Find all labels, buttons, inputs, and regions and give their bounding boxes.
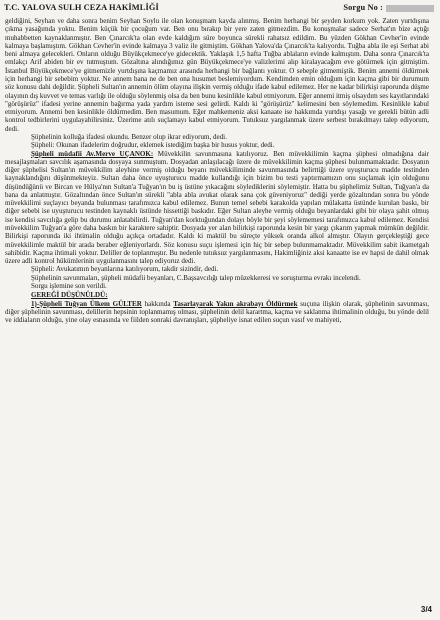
suspect-statement: geldiğini, Seyhan ve daha sonra benim Seyhan Soylu ile olan konuşmam kayda alınmış. Benim herhangi bir şeyden korkum yok. Zaten yurtdışına çıkma yasağımda yoktu. Benim küçük bir çocuğum var. Ben onu bırakıp bir yere zaten gitmezdim. Bu konuşmalar sadece Serhat'ın bize açtığı muhabbetten kaynaklanmıştır. Ben Çınarcık'ta olan evde kaldığım süre boyunca sürekli rahatsız edildim. Bu yüzden Gökhan Cevher'in evinde kalmaya başlamıştım. Gökhan Cevher'in evinde kalmaya 3 valiz ile gitmiştim. Gökhan Yalova'da Çınarcık'ta kalıyordu. Tuğba abla ile eşi Serhat abi beni almaya gelecekleri. Onların olduğu Büyükçekmece'ye gidecektik. Yaklaşık 1,5 hafta Tuğba ablaların evinde kalmıştım. Daha sonra Çınarcık'ta emlakçı Arif abiden bir ev tutmuştum. Gözaltına alındığımız gün Büyükçekmece'ye valizlerimi alıp kiralayacağım eve götürmek için gitmiştim. İstanbul Büyükçekmece'ye gitmemizle yurtdışına kaçmamız arasında herhangi bir bağlantı yoktur. O sebeple gitmemiştik. Benim annemi öldürmek için herhangi bir sebebim yoktur. Ne annem bana ne de ben ona husumet beslemiyordum. Kendimden emin olduğum için kaçma gibi bir durumum söz konusu dahi değildir. Şüpheli Sultan'ın annemin ölüm olayına ilişkin vermiş olduğu ifade kabul edilemez. Her ne kadar bilirkişi raporunda düşme olayının dış kuvvet ve temas varlığı ile olduğu söylenmiş olsa da ben bunu kesinlikle kabul etmiyorum. Eğer annemi itmiş olsaydım ses kayıtlarındaki "görüşürüz" ifadesi yerine annemin bağırma yada yardım isteme sesi gelirdi. Kaldı ki "görüşürüz" kelimesini ben söylemedim. Kesinlikle kabul etmiyorum. Annemi ben kesinlikle öldürmedim. Ben masumum. Eğer mahkemeniz aksi kanaate ise hakkımda yurtdışı yasağı ve gerekli bütün adli kontrol tedbirlerini uygulayabilirsiniz. Üzerime atılı suçlamayı kabul etmiyorum. Tutuksuz yargılanmak üzere serbest bırakılmayı talep ediyorum, dedi.	[5, 17, 429, 133]
decision-text: suçuna ilişkin olarak, şüphelinin savunması, diğer şüphelinin savunması, delillerin hepsinin toplanmamış olması, şüphelinin delil karartma, kaçma ve saklanma ihtimalinin olduğu, bu yönde delil ve iddiaların olduğu, yine olay esnasında ve fiilden sonraki davranışları, şüpheliye isnat edilen suçun vasıf ve mahiyeti,	[5, 299, 429, 325]
redacted-query-number	[386, 5, 434, 12]
query-label: Sorgu No :	[343, 3, 383, 12]
suspect-agreement: Şüpheli: Avukatımın beyanlarına katılıyorum, takdir sizindir, dedi.	[31, 265, 219, 274]
defense-statement	[5, 150, 429, 266]
document-body	[5, 17, 429, 324]
page-number: 3/4	[420, 605, 432, 614]
review-note: Şüphelinin savunmaları, şüpheli müdafii beyanları, C.Başsavcılığı talep müzekkeresi ve soruşturma evrakı incelendi.	[31, 273, 361, 282]
interrogation-end: Sorgu işlemine son verildi.	[31, 282, 107, 290]
document-header	[4, 3, 436, 17]
police-statement-note: Şüphelinin kolluğa ifadesi okundu. Benzer olup ikrar ediyorum, dedi.	[31, 132, 227, 141]
suspect-confirmation: Şüpheli: Okunan ifadelerim doğrudur, eklemek istediğim başka bir husus yoktur, dedi.	[31, 141, 275, 150]
decision-charge: Tasarlayarak Yakın akrabayı Öldürmek	[173, 299, 298, 308]
court-title: T.C. YALOVA SULH CEZA HAKİMLİĞİ	[4, 3, 159, 12]
decision-mid: hakkında	[141, 299, 174, 308]
decision-paragraph	[5, 300, 429, 325]
section-title: GEREĞİ DÜŞÜNÜLDÜ:	[31, 291, 108, 300]
defense-label: Şüpheli müdafii Av.Merve UÇANOK:	[31, 149, 154, 158]
decision-lead: 1)-Şüpheli Tuğyan Ülkem GÜLTER	[31, 299, 142, 308]
defense-text: Müvekkilin savunmasına katılıyoruz. Ben müvekkilimin kaçma şüphesi olmadığına dair mesajlaşmaları savcılık aşamasında dosyaya sunmuştum. Dosyadan anlaşılacağı üzere de müvekkilimin kaçma şüphesi bulunmamaktadır. Dosyanın diğer şüphelisi Sultan'ın müvekkilim aleyhine vermiş olduğu beyanı müvekkiliminde savunmasında belirttiği üzere uyuşturucu madde testinden kaynaklandığını düşünmekteyiz. Sultan daha önce uyuşturucu madde kullandığı için bizim bu testi yaptırmamızın onu suçlamak için olduğunu düşündüğünü ve Bircan ve Hülya'nın Sultan'a Tuğyan'ın bu iş üstüne yıkacağını söylediklerini söylemiştir. Hatta bu şüphelimiz Sultan, Tuğyan'a da bana da anlatmıştır. Gözaltından önce Sultan'ın sürekli "abla abla avukat olarak sana çok güveniyoruz" dediği yerde gözaltından sonra bu yönde müvekkilimi suçlayıcı beyanda bulunması tarafımızca kabul edilemez. Bunun temel sebebi karakolda yapılan mülakatta üstünde kurulan baskı, bir diğer sebebi ise uyuşturucu testinden kaynaklı üstünde hissettiği baskıdır. Eğer Sultan aleyhe vermiş olduğu beyanlardaki gibi bir olaya şahit olmuş ise kendisi savcılığa gelip bu durumu anlatabilirdi. Tuğyan'dan korktuğundan dolayı böyle bir şeyi söylememesi tarafımızca kabul edilemez. Kendisi müvekkilim Tuğyan'a göre daha baskın bir karaktere sahiptir. Dosyada yer alan bilirkişi raporunda kesin bir yargı çıkarım yapmak mümkün değildir. Bilirkişi raporunda iki ihtimalin olduğu açıkça ortadadır. Kaldı ki maktül bu süreçte yüksek oranda alkol almıştır. Olayın gerçekleştiği gece müvekkilimle maktül bir arada beraber eğleniyorlardı. Söz konusu suçu işlemesi için hiç bir sebep bulunmamaktadır. Müvekkilim sabit ikametgah sahibidir. Kaçma ihtimali yoktur. Deliller de toplanmıştır. Bu nedenle tutuksuz yargılanmasını, Hakimliğiniz aksi kanaatte ise ev hapsi de dahil olmak üzere adli kontrol hükümlerinin uygulanmasını talep ediyoruz dedi.	[5, 149, 430, 266]
query-number	[343, 3, 434, 12]
